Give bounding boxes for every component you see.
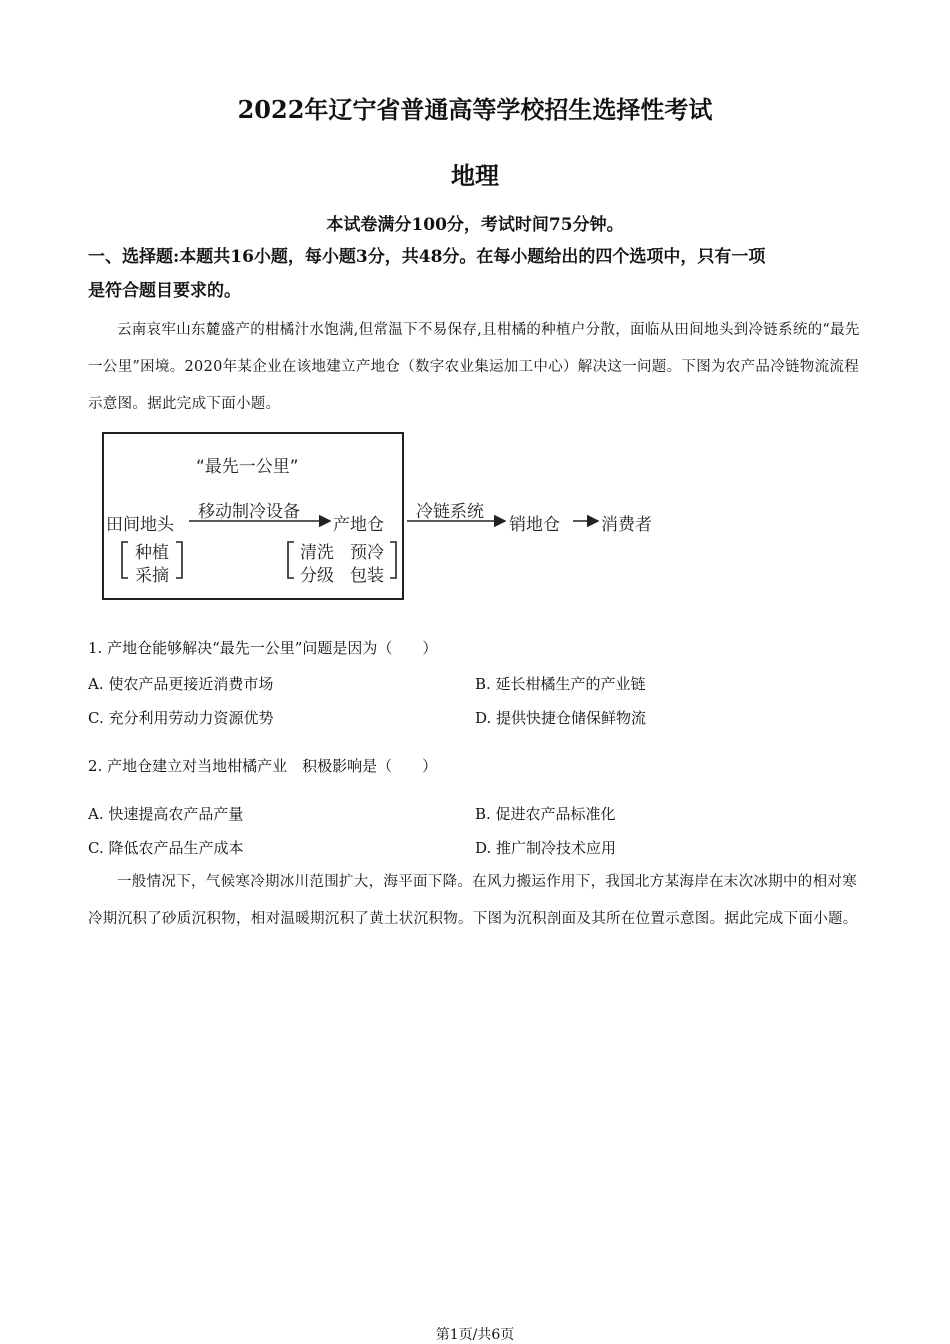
- diagram-heading: “最先一公里”: [196, 457, 299, 477]
- q2-option-d[interactable]: D. 推广制冷技术应用: [475, 839, 617, 857]
- diagram-task-plant: 种植: [135, 543, 169, 563]
- diagram-task-pick: 采摘: [135, 566, 169, 586]
- diagram-task-wash: 清洗: [300, 543, 334, 563]
- diagram-cold-chain: 冷链系统: [416, 502, 484, 522]
- q2-option-a[interactable]: A. 快速提高农产品产量: [88, 805, 244, 823]
- q2-option-c[interactable]: C. 降低农产品生产成本: [88, 839, 244, 857]
- passage-1: 云南哀牢山东麓盛产的柑橘汁水饱满,但常温下不易保存,且柑橘的种植户分散，面临从田间地头到冷链系统的“最先一公里”困境。2020年某企业在该地建立产地仓（数字农业集运加工中心）解决这一问题。下图为农产品冷链物流流程示意图。据此完成下面小题。: [88, 322, 860, 412]
- q1-option-c[interactable]: C. 充分利用劳动力资源优势: [88, 709, 274, 727]
- question-2-stem: 2. 产地仓建立对当地柑橘产业 积极影响是（ ）: [88, 757, 438, 775]
- section-heading-line2: 是符合题目要求的。: [88, 281, 241, 301]
- q1-option-b[interactable]: B. 延长柑橘生产的产业链: [475, 675, 646, 693]
- exam-title: 2022年辽宁省普通高等学校招生选择性考试: [237, 95, 713, 124]
- bracket-field-right: [176, 542, 182, 578]
- question-1-stem: 1. 产地仓能够解决“最先一公里”问题是因为（ ）: [88, 639, 438, 657]
- diagram-task-precool: 预冷: [350, 543, 384, 563]
- page-footer: 第1页/共6页: [435, 1327, 515, 1343]
- bracket-warehouse-right: [390, 542, 396, 578]
- bracket-warehouse-left: [288, 542, 294, 578]
- diagram-task-pack: 包装: [350, 566, 384, 586]
- q1-option-a[interactable]: A. 使农产品更接近消费市场: [88, 675, 274, 693]
- diagram-task-grade: 分级: [300, 566, 334, 586]
- q1-option-d[interactable]: D. 提供快捷仓储保鲜物流: [475, 709, 647, 727]
- exam-note: 本试卷满分100分，考试时间75分钟。: [326, 215, 624, 235]
- subject-title: 地理: [451, 161, 499, 190]
- diagram-mobile-cooling: 移动制冷设备: [198, 502, 300, 522]
- diagram-origin-warehouse: 产地仓: [333, 515, 384, 535]
- diagram-field: 田间地头: [106, 515, 174, 535]
- diagram-sales-warehouse: 销地仓: [509, 515, 560, 535]
- passage-2: 一般情况下，气候寒冷期冰川范围扩大，海平面下降。在风力搬运作用下，我国北方某海岸在末次冰期中的相对寒冷期沉积了砂质沉积物，相对温暖期沉积了黄土状沉积物。下图为沉积剖面及其所在位置示意图。据此完成下面小题。: [88, 874, 858, 927]
- q2-option-b[interactable]: B. 促进农产品标准化: [475, 805, 616, 823]
- bracket-field-left: [122, 542, 128, 578]
- diagram-consumer: 消费者: [601, 515, 652, 535]
- section-heading-line1: 一、选择题:本题共16小题，每小题3分，共48分。在每小题给出的四个选项中，只有一项: [88, 247, 766, 267]
